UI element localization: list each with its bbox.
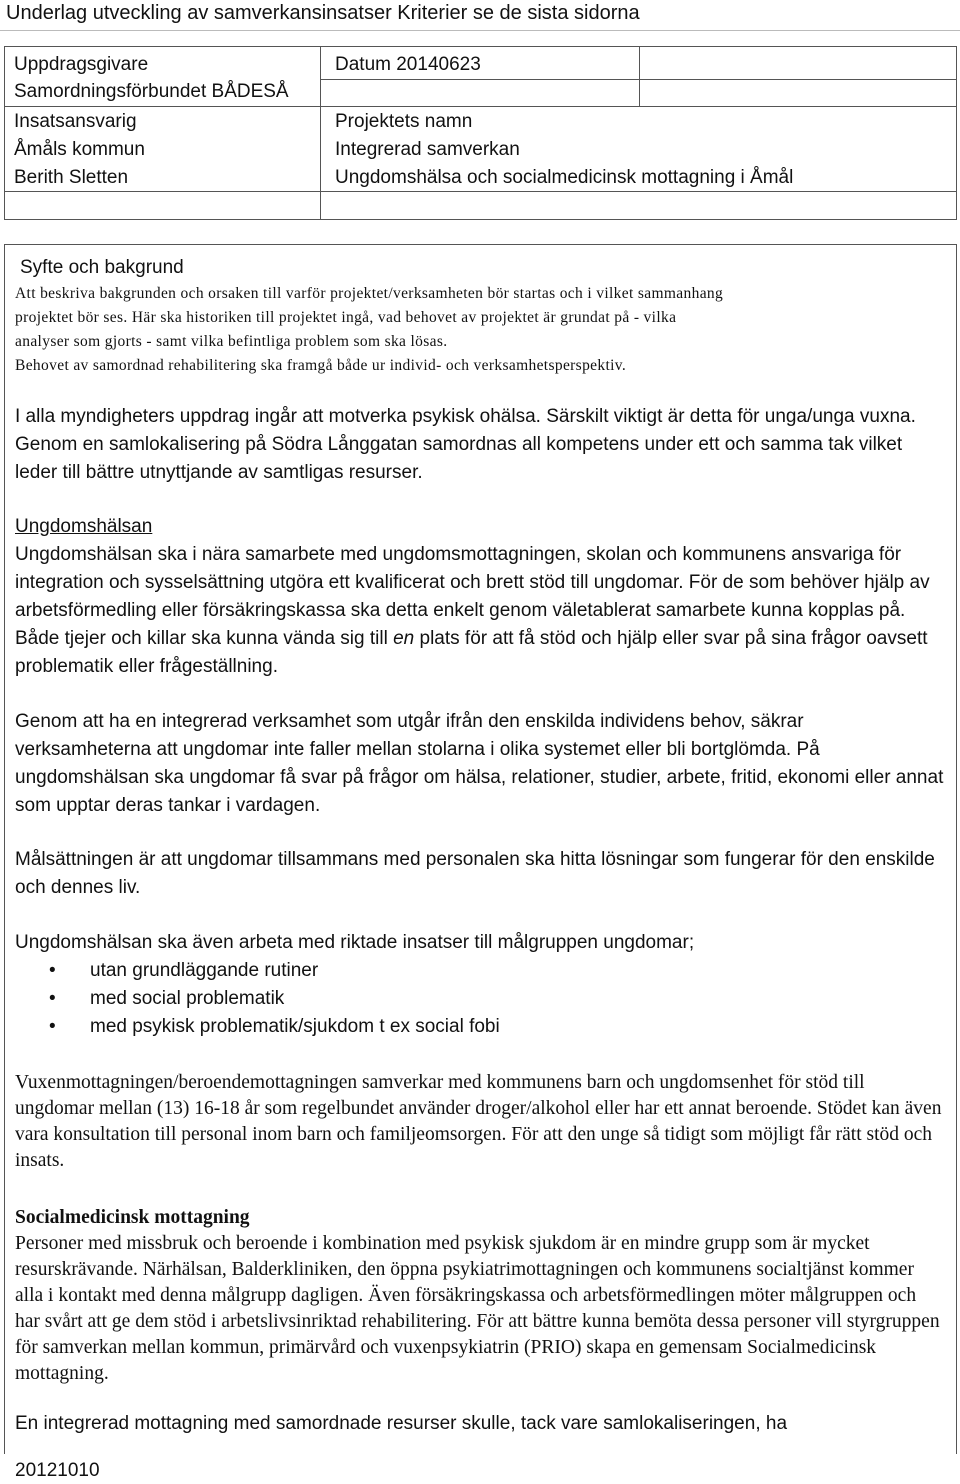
paragraph: I alla myndigheters uppdrag ingår att motverka psykisk ohälsa. Särskilt viktigt är detta för unga/unga vuxna. Genom en samlokalisering på Södra Långgatan samordnas all kompetens under ett och samma tak vilket leder till bättre utnyttjande av samtligas resurser.: [15, 406, 916, 483]
project-info-table: [4, 46, 957, 220]
section-heading-syfte: Syfte och bakgrund: [20, 257, 184, 278]
syfte-line: analyser som gjorts - samt vilka befintliga problem som ska lösas.: [15, 333, 448, 350]
list-item-label: med psykisk problematik/sjukdom t ex social fobi: [90, 1016, 500, 1037]
list-item: [15, 957, 945, 985]
table-column-divider: [320, 47, 321, 220]
syfte-line-part: Här ska historiken till projektet ingå, vad behovet av projektet är grundat på - vilka: [127, 309, 677, 326]
projektnamn-line2: Ungdomshälsa och socialmedicinsk mottagning i Åmål: [335, 167, 794, 188]
syfte-instructions: [15, 282, 945, 378]
bullet-icon: •: [49, 960, 56, 981]
page-title: Underlag utveckling av samverkansinsatser Kriterier se de sista sidorna: [6, 2, 640, 24]
insatsansvarig-label: Insatsansvarig: [14, 111, 137, 132]
table-column-divider-upper: [639, 47, 640, 107]
uppdragsgivare-value: Samordningsförbundet BÅDESÅ: [14, 81, 289, 102]
section-heading-ungdomshalsan: Ungdomshälsan: [15, 516, 153, 537]
table-row-divider: [320, 79, 957, 80]
header-divider: [0, 30, 960, 31]
syfte-line-part: projektet bör ses.: [15, 309, 128, 326]
paragraph: Vuxenmottagningen/beroendemottagningen samverkar med kommunens barn och ungdomsenhet för stöd till ungdomar mellan (13) 16-18 år som regelbundet använder droger/alkohol eller har ett annat beroende. Stödet kan även vara konsultation till personal inom barn och familjeomsorgen. För att den unge så tidigt som möjligt får rätt stöd och insats.: [15, 1072, 942, 1171]
table-row-divider: [5, 106, 957, 107]
bullet-icon: •: [49, 988, 56, 1009]
list-item-label: utan grundläggande rutiner: [90, 960, 319, 981]
insatsansvarig-org: Åmåls kommun: [14, 139, 145, 160]
syfte-line: Att beskriva bakgrunden och orsaken till varför projektet/verksamheten bör startas och i vilket sammanhang: [15, 285, 724, 302]
uppdragsgivare-label: Uppdragsgivare: [14, 54, 149, 75]
syfte-line: [15, 306, 945, 330]
datum-value: Datum 20140623: [335, 54, 481, 75]
paragraph: En integrerad mottagning med samordnade resurser skulle, tack vare samlokaliseringen, ha: [15, 1413, 788, 1434]
list-item-label: med social problematik: [90, 988, 285, 1009]
paragraph: Målsättningen är att ungdomar tillsammans med personalen ska hitta lösningar som fungerar för den enskilde och dennes liv.: [15, 849, 935, 898]
list-item: [15, 1013, 945, 1041]
paragraph-part: Ungdomshälsan ska i nära samarbete med ungdomsmottagningen, skolan och kommunens ansvariga för integration och sysselsättning utgöra ett kvalificerat och brett stöd till ungdomar. För de som behöver hjälp av arbetsförmedling eller försäkringskassa ska detta enkelt genom väletablerat samarbete kunna kopplas på. Både tjejer och killar ska kunna vända sig till: [15, 544, 930, 649]
section-heading-socialmedicinsk: Socialmedicinsk mottagning: [15, 1207, 250, 1228]
insatsansvarig-person: Berith Sletten: [14, 167, 129, 188]
paragraph-part: plats för att få stöd och hjälp eller svar på sina frågor oavsett problematik eller frågeställning.: [15, 628, 928, 677]
bullet-icon: •: [49, 1016, 56, 1037]
paragraph: Personer med missbruk och beroende i kombination med psykisk sjukdom är en mindre grupp som är mycket resurskrävande. Närhälsan, Balderkliniken, den öppna psykiatrimottagningen och kommunens socialtjänst kommer alla i kontakt med denna målgrupp dagligen. Även försäkringskassa och arbetsförmedlingen möter målgruppen och har svårt att ge dem stöd i arbetslivsinriktad rehabilitering. För att bättre kunna bemöta dessa personer vill styrgruppen för samverkan mellan kommun, primärvård och vuxenpsykiatrin (PRIO) skapa en gemensam Socialmedicinsk mottagning.: [15, 1233, 940, 1384]
list-item: [15, 985, 945, 1013]
projektnamn-line1: Integrerad samverkan: [335, 139, 520, 160]
paragraph: Genom att ha en integrerad verksamhet som utgår ifrån den enskilda individens behov, säkrar verksamheterna att ungdomar inte faller mellan stolarna i olika systemet eller bli bortglömda. På ungdomshälsan ska ungdomar få svar på frågor om hälsa, relationer, studier, arbete, fritid, ekonomi eller annat som upptar deras tankar i vardagen.: [15, 711, 944, 816]
syfte-line: Behovet av samordnad rehabilitering ska framgå både ur individ- och verksamhetsperspektiv.: [15, 357, 627, 374]
footer-date: 20121010: [15, 1460, 100, 1481]
paragraph: [15, 541, 945, 681]
paragraph: Ungdomshälsan ska även arbeta med riktade insatser till målgruppen ungdomar;: [15, 932, 695, 953]
projektnamn-label: Projektets namn: [335, 111, 473, 132]
emphasis: en: [393, 628, 415, 649]
target-group-list: [15, 957, 945, 1041]
